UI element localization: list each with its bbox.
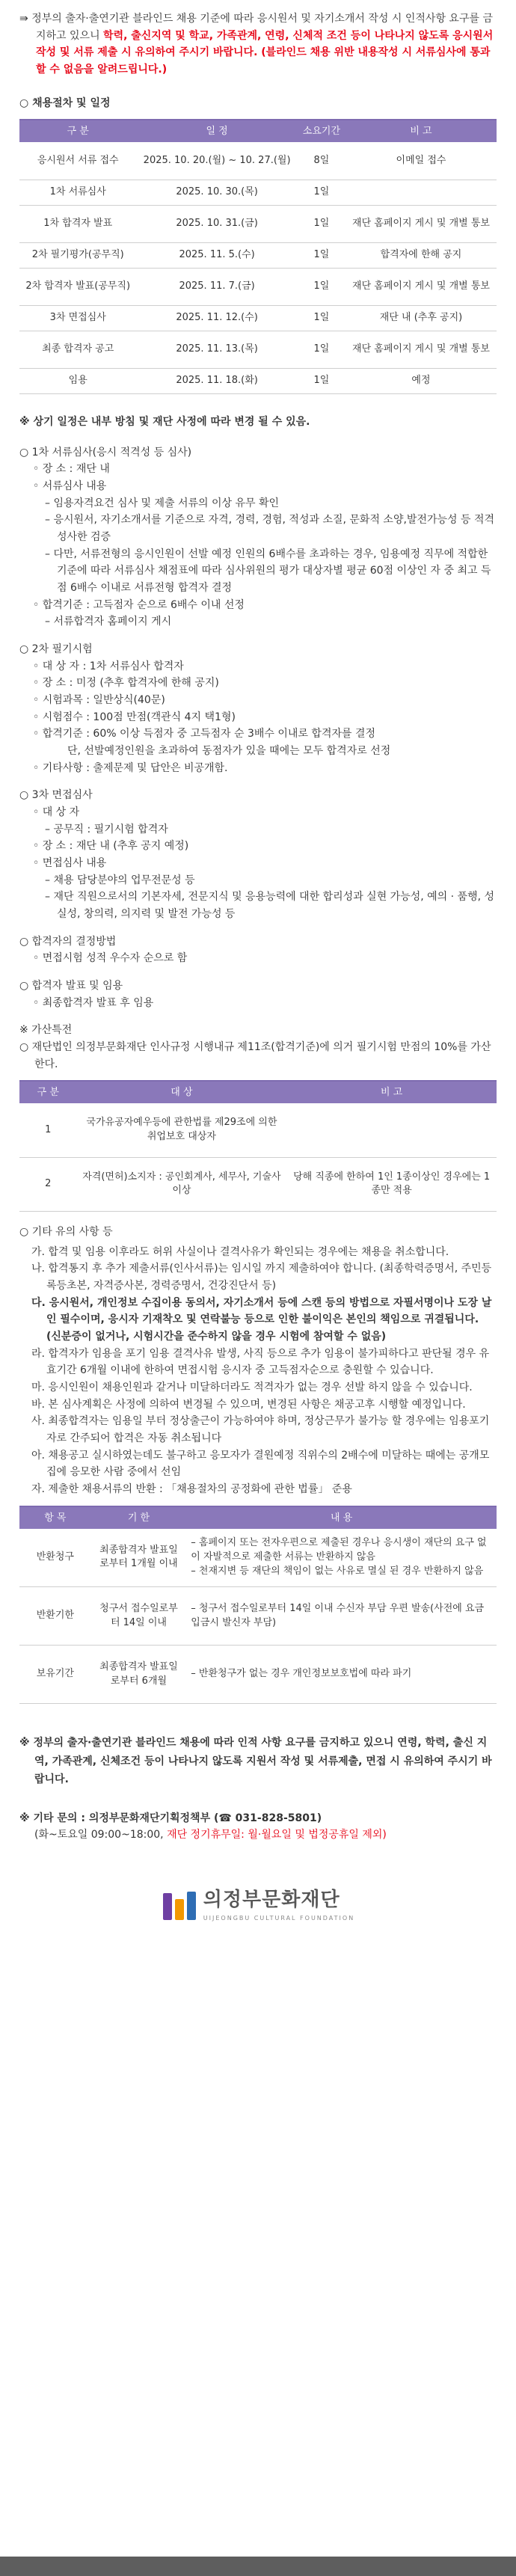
schedule-cell-period: 1일 bbox=[298, 242, 345, 268]
schedule-cell-date: 2025. 10. 20.(월) ~ 10. 27.(월) bbox=[136, 142, 297, 180]
bonus-table bbox=[19, 1080, 497, 1212]
stage1-line: – 응시원서, 자기소개서를 기준으로 자격, 경력, 경험, 적성과 소질, 문화적 소양,발전가능성 등 적격성사한 검증 bbox=[45, 514, 495, 543]
schedule-cell-cat: 1차 합격자 발표 bbox=[19, 205, 136, 242]
logo-english: UIJEONGBU CULTURAL FOUNDATION bbox=[203, 1914, 355, 1922]
schedule-cell-period: 1일 bbox=[298, 331, 345, 368]
contact-info bbox=[19, 1810, 497, 1844]
contact-hours: (화~토요일 09:00~18:00, bbox=[34, 1829, 168, 1841]
stage1-line: – 임용자격요건 심사 및 제출 서류의 이상 유무 확인 bbox=[45, 497, 280, 509]
schedule-header-row bbox=[19, 120, 497, 142]
decision-line: ◦ 면접시험 성적 우수자 순으로 함 bbox=[33, 952, 188, 965]
stage3-block bbox=[19, 787, 497, 922]
bonus-title: ※ 가산특전 bbox=[19, 1024, 73, 1037]
blind-hiring-intro: 정부의 출자·출연기관 블라인드 채용 기준에 따라 응시원서 및 자기소개서 작성 시 인적사항 요구를 금지하고 있으니 bbox=[31, 13, 493, 42]
schedule-cell-note: 재단 홈페이지 게시 및 개별 통보 bbox=[345, 205, 497, 242]
schedule-row bbox=[19, 331, 497, 368]
return-table bbox=[19, 1506, 497, 1705]
stage3-lines bbox=[19, 804, 497, 923]
return-cell-item: 보유기간 bbox=[19, 1646, 91, 1704]
stage3-line: – 재단 직원으로서의 기본자세, 전문지식 및 응용능력에 대한 합리성과 실현 가능성, 예의 · 품행, 성실성, 창의력, 의지력 및 발전 가능성 등 bbox=[45, 891, 495, 920]
stage1-title: ○ 1차 서류심사(응시 적격성 등 심사) bbox=[19, 446, 192, 459]
announce-title: ○ 합격자 발표 및 임용 bbox=[19, 980, 123, 993]
return-cell-item: 반환청구 bbox=[19, 1529, 91, 1587]
schedule-title: ○ 채용절차 및 일정 bbox=[19, 96, 111, 109]
return-row bbox=[19, 1587, 497, 1646]
contact-closed: 재단 정기휴무일: 월·월요일 및 법정공휴일 제외) bbox=[167, 1829, 387, 1841]
stage3-line: – 공무직 : 필기시험 합격자 bbox=[45, 823, 168, 835]
schedule-cell-date: 2025. 11. 13.(목) bbox=[136, 331, 297, 368]
schedule-cell-date: 2025. 11. 7.(금) bbox=[136, 268, 297, 305]
schedule-cell-cat: 응시원서 서류 접수 bbox=[19, 142, 136, 180]
decision-block bbox=[19, 933, 497, 967]
schedule-cell-cat: 1차 서류심사 bbox=[19, 180, 136, 205]
return-header-row bbox=[19, 1506, 497, 1529]
return-cell-item: 반환기한 bbox=[19, 1587, 91, 1646]
stage2-block bbox=[19, 641, 497, 776]
announce-line: ◦ 최종합격자 발표 후 임용 bbox=[33, 996, 154, 1009]
announce-lines bbox=[19, 995, 497, 1012]
schedule-cell-date: 2025. 11. 18.(화) bbox=[136, 368, 297, 393]
schedule-row bbox=[19, 242, 497, 268]
stage1-line: ◦ 장 소 : 재단 내 bbox=[33, 463, 110, 476]
return-row bbox=[19, 1529, 497, 1587]
bonus-header-cell: 비 고 bbox=[286, 1081, 497, 1103]
schedule-cell-note: 재단 홈페이지 게시 및 개별 통보 bbox=[345, 268, 497, 305]
blind-hiring-text bbox=[19, 10, 497, 79]
stage1-line: – 다만, 서류전형의 응시인원이 선발 예정 인원의 6배수를 초과하는 경우, 임용예정 직무에 적합한 기준에 따라 서류심사 채점표에 따라 심사위원의 평가 대상자별 평균 60점 이상인 자 중 최고 득점 6배수 이내로 서류전형 합격자 결정 bbox=[45, 548, 491, 594]
schedule-cell-date: 2025. 11. 12.(수) bbox=[136, 305, 297, 331]
decision-lines bbox=[19, 950, 497, 967]
decision-title: ○ 합격자의 결정방법 bbox=[19, 935, 117, 948]
schedule-table bbox=[19, 119, 497, 394]
return-header-cell: 기 한 bbox=[91, 1506, 187, 1529]
etc-item: 사. 최종합격자는 임용일 부터 정상출근이 가능하여야 하며, 정상근무가 불가능 할 경우에는 임용포기자로 간주되어 합격은 자동 취소됩니다 bbox=[31, 1415, 490, 1444]
bonus-header-cell: 구 분 bbox=[19, 1081, 77, 1103]
arrow-icon: ⇛ bbox=[19, 13, 28, 25]
etc-title: ○ 기타 유의 사항 등 bbox=[19, 1225, 113, 1238]
schedule-row bbox=[19, 305, 497, 331]
bonus-cell-target: 자격(면허)소지자 : 공인회계사, 세무사, 기술사이상 bbox=[77, 1157, 287, 1211]
stage2-line: ◦ 대 상 자 : 1차 서류심사 합격자 bbox=[33, 660, 184, 672]
logo-name: 의정부문화재단 bbox=[203, 1889, 340, 1912]
schedule-header-cell: 비 고 bbox=[345, 120, 497, 142]
stage3-title: ○ 3차 면접심사 bbox=[19, 789, 93, 802]
bottom-blind-notice: ※ 정부의 출자·출연기관 블라인드 채용에 따라 인적 사항 요구를 금지하고 있으니 연령, 학력, 출신 지역, 가족관계, 신체조건 등이 나타나지 않도록 지원서 작성 및 서류제출, 면접 시 유의하여 주시기 바랍니다. bbox=[19, 1737, 492, 1786]
stage2-line: ◦ 시험과목 : 일반상식(40문) bbox=[33, 693, 165, 706]
stage1-line: ◦ 서류심사 내용 bbox=[33, 479, 107, 492]
stage2-line: ◦ 기타사항 : 출제문제 및 답안은 비공개함. bbox=[33, 761, 228, 774]
bonus-cell-no: 2 bbox=[19, 1157, 77, 1211]
schedule-cell-cat: 2차 필기평가(공무직) bbox=[19, 242, 136, 268]
return-header-cell: 내 용 bbox=[186, 1506, 497, 1529]
schedule-cell-cat: 최종 합격자 공고 bbox=[19, 331, 136, 368]
schedule-cell-cat: 3차 면접심사 bbox=[19, 305, 136, 331]
blind-hiring-notice bbox=[19, 10, 497, 79]
logo-text bbox=[203, 1889, 354, 1924]
return-row bbox=[19, 1646, 497, 1704]
stage2-title: ○ 2차 필기시험 bbox=[19, 643, 93, 655]
etc-item: 바. 본 심사계획은 사정에 의하여 변경될 수 있으며, 변경된 사항은 채공고후 시행할 예정입니다. bbox=[31, 1398, 466, 1411]
schedule-row bbox=[19, 268, 497, 305]
schedule-cell-period: 1일 bbox=[298, 268, 345, 305]
stage2-lines bbox=[19, 658, 497, 777]
foundation-logo bbox=[19, 1889, 497, 1925]
schedule-row bbox=[19, 205, 497, 242]
footer-bar bbox=[0, 2557, 516, 2576]
schedule-change-note: ※ 상기 일정은 내부 방침 및 재단 사정에 따라 변경 될 수 있음. bbox=[19, 415, 310, 428]
etc-items bbox=[19, 1244, 497, 1498]
schedule-row bbox=[19, 142, 497, 180]
bonus-cell-target: 국가유공자예우등에 관한법률 제29조에 의한 취업보호 대상자 bbox=[77, 1103, 287, 1157]
schedule-cell-note: 재단 홈페이지 게시 및 개별 통보 bbox=[345, 331, 497, 368]
schedule-cell-note: 예정 bbox=[345, 368, 497, 393]
schedule-header-cell: 구 분 bbox=[19, 120, 136, 142]
return-body bbox=[19, 1529, 497, 1704]
return-cell-term: 최종합격자 발표일로부터 6개월 bbox=[91, 1646, 187, 1704]
schedule-cell-note: 재단 내 (추후 공지) bbox=[345, 305, 497, 331]
bonus-row bbox=[19, 1103, 497, 1157]
blind-hiring-warning: 학력, 출신지역 및 학교, 가족관계, 연령, 신체적 조건 등이 나타나지 않도록 응시원서 작성 및 서류 제출 시 유의하여 주시기 바랍니다. (블라인드 채용 위반 내용작성 시 서류심사에 통과할 수 없음을 알려드립니다.) bbox=[36, 29, 494, 76]
bonus-body bbox=[19, 1103, 497, 1211]
bonus-cell-note: 당해 직종에 한하여 1인 1종이상인 경우에는 1종만 적용 bbox=[286, 1157, 497, 1211]
schedule-cell-period: 1일 bbox=[298, 205, 345, 242]
bonus-desc: ○ 재단법인 의정부문화재단 인사규정 시행내규 제11조(합격기준)에 의거 필기시험 만점의 10%를 가산한다. bbox=[19, 1041, 491, 1070]
bonus-header-cell: 대 상 bbox=[77, 1081, 287, 1103]
bonus-header-row bbox=[19, 1081, 497, 1103]
stage2-line: ◦ 시험점수 : 100점 만점(객관식 4지 택1형) bbox=[33, 711, 236, 723]
schedule-row bbox=[19, 368, 497, 393]
etc-item: 마. 응시인원이 채용인원과 같거나 미달하더라도 적격자가 없는 경우 선발 하지 않을 수 있습니다. bbox=[31, 1381, 473, 1393]
schedule-cell-note bbox=[345, 180, 497, 205]
contact-prefix: ※ 기타 문의 : bbox=[19, 1812, 89, 1824]
bonus-cell-note bbox=[286, 1103, 497, 1157]
bonus-cell-no: 1 bbox=[19, 1103, 77, 1157]
schedule-cell-cat: 임용 bbox=[19, 368, 136, 393]
schedule-body bbox=[19, 142, 497, 393]
etc-item: 라. 합격자가 임용을 포기 임용 결격사유 발생, 사직 등으로 추가 임용이 불가피하다고 판단될 경우 유효기간 6개월 이내에 한하여 면접시험 응시자 중 고득점자순으로 충원할 수 있습니다. bbox=[31, 1347, 490, 1377]
schedule-cell-date: 2025. 10. 31.(금) bbox=[136, 205, 297, 242]
stage3-line: ◦ 면접심사 내용 bbox=[33, 856, 107, 869]
etc-item: 아. 채용공고 실시하였는데도 불구하고 응모자가 결원예정 직위수의 2배수에 미달하는 때에는 공개모집에 응모한 사람 중에서 선임 bbox=[31, 1449, 490, 1479]
schedule-cell-period: 1일 bbox=[298, 368, 345, 393]
stage2-line: ◦ 합격기준 : 60% 이상 득점자 중 고득점자 순 3배수 이내로 합격자를 결정 bbox=[33, 728, 376, 740]
stage1-lines bbox=[19, 461, 497, 631]
schedule-header-cell: 일 정 bbox=[136, 120, 297, 142]
stage1-line: ◦ 합격기준 : 고득점자 순으로 6배수 이내 선정 bbox=[33, 598, 245, 611]
etc-item: 다. 응시원서, 개인정보 수집이용 동의서, 자기소개서 등에 스캔 등의 방법으로 자필서명이나 도장 날인 필수이며, 응시자 기재착오 및 연락불능 등으로 인한 불이익은 본인의 책임으로 귀결됩니다. (신분증이 없거나, 시험시간을 준수하지 않을 경우 시험에 참여할 수 없음) bbox=[31, 1296, 492, 1343]
contact-org: 의정부문화재단기획정책부 (☎ 031-828-5801) bbox=[88, 1812, 322, 1824]
schedule-cell-note: 이메일 접수 bbox=[345, 142, 497, 180]
return-cell-term: 청구서 접수일로부터 14일 이내 bbox=[91, 1587, 187, 1646]
schedule-header-cell: 소요기간 bbox=[298, 120, 345, 142]
return-cell-content: – 홈페이지 또는 전자우편으로 제출된 경우나 응시생이 재단의 요구 없이 자발적으로 제출한 서류는 반환하지 않음 – 천재지변 등 재단의 책임이 없는 사유로 멸실 된 경우 반환하지 않음 bbox=[186, 1529, 497, 1587]
schedule-cell-period: 8일 bbox=[298, 142, 345, 180]
etc-item: 나. 합격통지 후 추가 제출서류(인사서류)는 임시일 까지 제출하여야 합니다. (최종학력증명서, 주민등록등초본, 자격증사본, 경력증명서, 건강진단서 등) bbox=[31, 1263, 492, 1292]
return-cell-content: – 청구서 접수일로부터 14일 이내 수신자 부담 우편 발송(사전에 요금 입금시 발신자 부담) bbox=[186, 1587, 497, 1646]
schedule-cell-period: 1일 bbox=[298, 180, 345, 205]
schedule-cell-cat: 2차 합격자 발표(공무직) bbox=[19, 268, 136, 305]
etc-item: 자. 제출한 채용서류의 반환 : 「채용절차의 공정화에 관한 법률」 준용 bbox=[31, 1482, 352, 1495]
schedule-cell-date: 2025. 11. 5.(수) bbox=[136, 242, 297, 268]
stage1-line: – 서류합격자 홈페이지 게시 bbox=[45, 616, 172, 628]
schedule-row bbox=[19, 180, 497, 205]
bonus-block bbox=[19, 1022, 497, 1212]
schedule-cell-date: 2025. 10. 30.(목) bbox=[136, 180, 297, 205]
announce-block bbox=[19, 978, 497, 1011]
etc-block bbox=[19, 1224, 497, 1498]
etc-item: 가. 합격 및 임용 이후라도 허위 사실이나 결격사유가 확인되는 경우에는 채용을 취소합니다. bbox=[31, 1245, 449, 1258]
stage3-line: ◦ 장 소 : 재단 내 (추후 공지 예정) bbox=[33, 840, 189, 853]
stage1-block bbox=[19, 444, 497, 631]
foundation-logo-icon bbox=[162, 1889, 197, 1925]
return-header-cell: 항 목 bbox=[19, 1506, 91, 1529]
return-cell-content: – 반환청구가 없는 경우 개인정보보호법에 따라 파기 bbox=[186, 1646, 497, 1704]
stage2-line: 단, 선발예정인원을 초과하여 동점자가 있을 때에는 모두 합격자로 선정 bbox=[67, 744, 391, 757]
stage3-line: – 채용 담당분야의 업무전문성 등 bbox=[45, 874, 195, 886]
schedule-cell-period: 1일 bbox=[298, 305, 345, 331]
bonus-row bbox=[19, 1157, 497, 1211]
schedule-cell-note: 합격자에 한해 공지 bbox=[345, 242, 497, 268]
return-cell-term: 최종합격자 발표일로부터 1개월 이내 bbox=[91, 1529, 187, 1587]
stage3-line: ◦ 대 상 자 bbox=[33, 806, 80, 818]
stage2-line: ◦ 장 소 : 미정 (추후 합격자에 한해 공지) bbox=[33, 677, 219, 690]
